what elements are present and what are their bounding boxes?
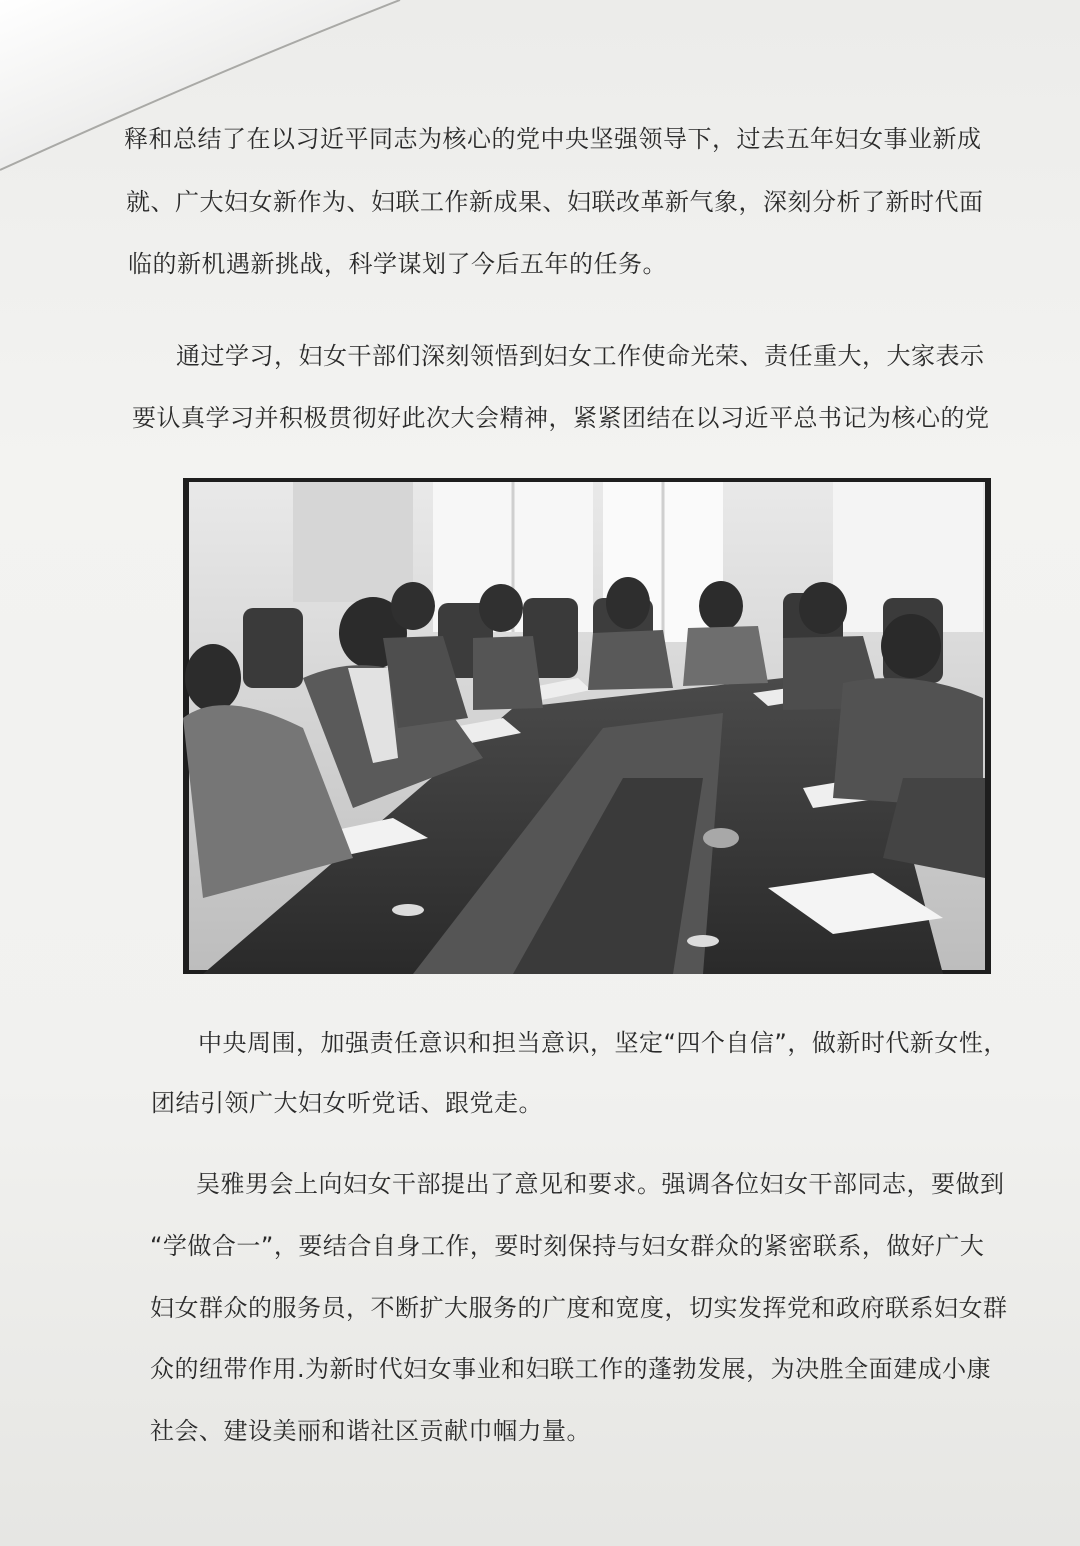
paragraph-2-line-1: 通过学习，妇女干部们深刻领悟到妇女工作使命光荣、责任重大，大家表示 bbox=[176, 342, 985, 370]
paragraph-4-line-4: 众的纽带作用.为新时代妇女事业和妇联工作的蓬勃发展，为决胜全面建成小康 bbox=[150, 1355, 992, 1383]
paragraph-1-line-2: 就、广大妇女新作为、妇联工作新成果、妇联改革新气象，深刻分析了新时代面 bbox=[126, 188, 984, 216]
paragraph-3-line-1: 中央周围，加强责任意识和担当意识，坚定“四个自信”，做新时代新女性， bbox=[198, 1029, 1008, 1057]
paragraph-3-line-2: 团结引领广大妇女听党话、跟党走。 bbox=[151, 1089, 543, 1117]
paragraph-4-line-1: 吴雅男会上向妇女干部提出了意见和要求。强调各位妇女干部同志，要做到 bbox=[196, 1170, 1005, 1198]
paragraph-1-line-1: 释和总结了在以习近平同志为核心的党中央坚强领导下，过去五年妇女事业新成 bbox=[124, 125, 982, 153]
paragraph-4-line-2: “学做合一”，要结合自身工作，要时刻保持与妇女群众的紧密联系，做好广大 bbox=[150, 1232, 985, 1260]
paragraph-2-line-2: 要认真学习并积极贯彻好此次大会精神，紧紧团结在以习近平总书记为核心的党 bbox=[132, 404, 990, 432]
meeting-photo bbox=[183, 478, 991, 974]
paragraph-4-line-5: 社会、建设美丽和谐社区贡献巾帼力量。 bbox=[150, 1417, 591, 1445]
paragraph-4-line-3: 妇女群众的服务员，不断扩大服务的广度和宽度，切实发挥党和政府联系妇女群 bbox=[150, 1294, 1008, 1322]
paragraph-1-line-3: 临的新机遇新挑战，科学谋划了今后五年的任务。 bbox=[128, 250, 667, 278]
